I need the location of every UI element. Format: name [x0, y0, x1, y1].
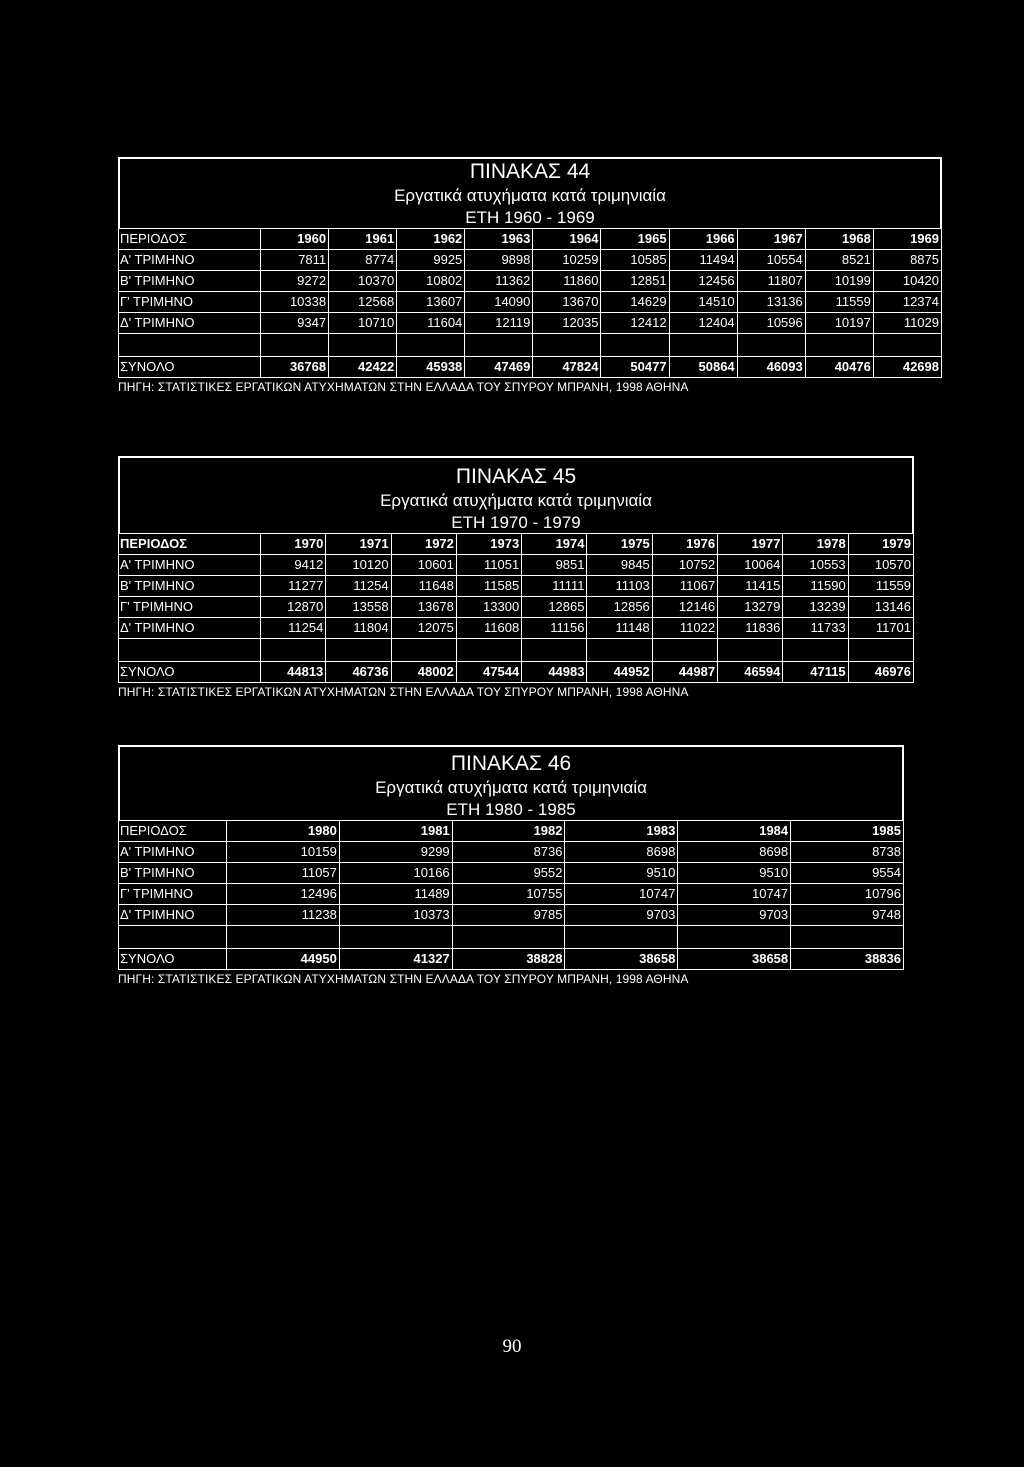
total-cell: 47469 [465, 356, 533, 377]
table-cell: 12119 [465, 312, 533, 333]
total-cell: 47824 [533, 356, 601, 377]
table-cell: 10747 [678, 883, 791, 904]
table-cell: 11103 [587, 575, 652, 596]
table-row [119, 883, 904, 904]
year-header: 1985 [791, 820, 904, 841]
year-header: 1971 [326, 533, 391, 554]
table-cell: 9510 [565, 862, 678, 883]
table-cell: 11608 [456, 617, 521, 638]
year-header: 1983 [565, 820, 678, 841]
table-cell: 11604 [397, 312, 465, 333]
total-cell: 48002 [391, 661, 456, 682]
table-header-row [119, 820, 904, 841]
table-cell: 10338 [261, 291, 329, 312]
table-years-label: ΕΤΗ 1960 - 1969 [465, 207, 595, 227]
year-header: 1965 [601, 228, 669, 249]
table-cell: 11238 [227, 904, 340, 925]
year-header: 1974 [522, 533, 587, 554]
table-cell: 11148 [587, 617, 652, 638]
table-cell: 9898 [465, 249, 533, 270]
table-cell: 10601 [391, 554, 456, 575]
table-cell: 12374 [873, 291, 941, 312]
table-row [119, 596, 914, 617]
table-cell: 13558 [326, 596, 391, 617]
table-cell: 11559 [805, 291, 873, 312]
year-header: 1981 [339, 820, 452, 841]
table-cell: 10596 [737, 312, 805, 333]
row-label: Δ' ΤΡΙΜΗΝΟ [119, 312, 261, 333]
table-years-label: ΕΤΗ 1970 - 1979 [451, 512, 581, 532]
table-cell: 10585 [601, 249, 669, 270]
row-label: Δ' ΤΡΙΜΗΝΟ [119, 617, 261, 638]
total-row [119, 356, 942, 377]
table-cell: 9412 [261, 554, 326, 575]
row-label: Β' ΤΡΙΜΗΝΟ [119, 862, 227, 883]
table-cell: 11585 [456, 575, 521, 596]
table-cell: 9347 [261, 312, 329, 333]
table-44-block [118, 157, 942, 394]
row-label: Α' ΤΡΙΜΗΝΟ [119, 554, 261, 575]
table-cell: 8698 [678, 841, 791, 862]
table-row [119, 270, 942, 291]
total-row [119, 661, 914, 682]
year-header: 1984 [678, 820, 791, 841]
total-cell: 38836 [791, 948, 904, 969]
table-cell: 10570 [848, 554, 913, 575]
year-header: 1967 [737, 228, 805, 249]
table-46-grid [118, 820, 904, 970]
table-cell: 9554 [791, 862, 904, 883]
year-header: 1982 [452, 820, 565, 841]
year-header: 1970 [261, 533, 326, 554]
year-header: 1977 [718, 533, 783, 554]
table-cell: 11590 [783, 575, 848, 596]
table-cell: 14510 [669, 291, 737, 312]
table-cell: 11029 [873, 312, 941, 333]
table-cell: 10710 [329, 312, 397, 333]
table-cell: 11489 [339, 883, 452, 904]
table-cell: 8774 [329, 249, 397, 270]
table-cell: 8738 [791, 841, 904, 862]
total-row [119, 948, 904, 969]
period-header: ΠΕΡΙΟΔΟΣ [119, 533, 261, 554]
total-cell: 44952 [587, 661, 652, 682]
total-cell: 46736 [326, 661, 391, 682]
table-cell: 13670 [533, 291, 601, 312]
table-row [119, 312, 942, 333]
table-cell: 8698 [565, 841, 678, 862]
table-46-block [118, 745, 904, 986]
total-cell: 46093 [737, 356, 805, 377]
table-cell: 12456 [669, 270, 737, 291]
blank-row [119, 638, 914, 661]
table-row [119, 575, 914, 596]
table-cell: 13136 [737, 291, 805, 312]
table-46-header [118, 745, 904, 820]
table-cell: 10166 [339, 862, 452, 883]
table-cell: 11494 [669, 249, 737, 270]
table-cell: 11156 [522, 617, 587, 638]
table-cell: 9703 [565, 904, 678, 925]
table-cell: 11057 [227, 862, 340, 883]
row-label: Α' ΤΡΙΜΗΝΟ [119, 841, 227, 862]
total-cell: 42698 [873, 356, 941, 377]
table-cell: 9510 [678, 862, 791, 883]
table-subtitle: Εργατικά ατυχήματα κατά τριμηνιαία [394, 186, 666, 206]
table-cell: 9272 [261, 270, 329, 291]
table-row [119, 862, 904, 883]
total-cell: 44950 [227, 948, 340, 969]
total-cell: 40476 [805, 356, 873, 377]
year-header: 1976 [652, 533, 717, 554]
table-cell: 9785 [452, 904, 565, 925]
row-label: Γ' ΤΡΙΜΗΝΟ [119, 291, 261, 312]
blank-row [119, 925, 904, 948]
table-cell: 14090 [465, 291, 533, 312]
table-cell: 11277 [261, 575, 326, 596]
table-cell: 12146 [652, 596, 717, 617]
table-row [119, 841, 904, 862]
total-cell: 38828 [452, 948, 565, 969]
table-cell: 12856 [587, 596, 652, 617]
year-header: 1978 [783, 533, 848, 554]
table-cell: 11860 [533, 270, 601, 291]
table-cell: 12075 [391, 617, 456, 638]
table-row [119, 904, 904, 925]
total-cell: 36768 [261, 356, 329, 377]
source-note: ΠΗΓΗ: ΣΤΑΤΙΣΤΙΚΕΣ ΕΡΓΑΤΙΚΩΝ ΑΤΥΧΗΜΑΤΩΝ ΣΤΗΝ ΕΛΛΑΔΑ ΤΟΥ ΣΠΥΡΟΥ ΜΠΡΑΝΗ, 1998 ΑΘΗΝΑ [118, 379, 689, 394]
table-cell: 13239 [783, 596, 848, 617]
table-cell: 11804 [326, 617, 391, 638]
table-cell: 12865 [522, 596, 587, 617]
year-header: 1968 [805, 228, 873, 249]
year-header: 1975 [587, 533, 652, 554]
total-cell: 45938 [397, 356, 465, 377]
table-cell: 9748 [791, 904, 904, 925]
row-label: Γ' ΤΡΙΜΗΝΟ [119, 883, 227, 904]
table-cell: 10747 [565, 883, 678, 904]
table-title: ΠΙΝΑΚΑΣ 46 [450, 752, 572, 775]
table-subtitle: Εργατικά ατυχήματα κατά τριμηνιαία [380, 491, 652, 511]
table-45-header [118, 456, 914, 533]
row-label: Δ' ΤΡΙΜΗΝΟ [119, 904, 227, 925]
total-cell: 38658 [678, 948, 791, 969]
year-header: 1961 [329, 228, 397, 249]
table-cell: 12496 [227, 883, 340, 904]
table-row [119, 291, 942, 312]
table-cell: 10553 [783, 554, 848, 575]
table-cell: 13678 [391, 596, 456, 617]
row-label: Γ' ΤΡΙΜΗΝΟ [119, 596, 261, 617]
total-cell: 47544 [456, 661, 521, 682]
period-header: ΠΕΡΙΟΔΟΣ [119, 820, 227, 841]
table-45-block [118, 456, 914, 699]
table-cell: 9925 [397, 249, 465, 270]
total-cell: 41327 [339, 948, 452, 969]
table-cell: 7811 [261, 249, 329, 270]
table-cell: 8875 [873, 249, 941, 270]
table-cell: 10373 [339, 904, 452, 925]
year-header: 1966 [669, 228, 737, 249]
page-number: 90 [502, 1336, 522, 1357]
table-cell: 11254 [326, 575, 391, 596]
table-cell: 10554 [737, 249, 805, 270]
total-label: ΣΥΝΟΛΟ [119, 356, 261, 377]
table-cell: 10199 [805, 270, 873, 291]
table-cell: 12851 [601, 270, 669, 291]
year-header: 1973 [456, 533, 521, 554]
table-cell: 12870 [261, 596, 326, 617]
year-header: 1960 [261, 228, 329, 249]
table-cell: 8521 [805, 249, 873, 270]
table-cell: 11051 [456, 554, 521, 575]
table-cell: 11648 [391, 575, 456, 596]
year-header: 1980 [227, 820, 340, 841]
table-cell: 10755 [452, 883, 565, 904]
total-cell: 38658 [565, 948, 678, 969]
year-header: 1962 [397, 228, 465, 249]
total-cell: 50864 [669, 356, 737, 377]
table-cell: 10120 [326, 554, 391, 575]
table-subtitle: Εργατικά ατυχήματα κατά τριμηνιαία [375, 778, 647, 798]
table-cell: 12035 [533, 312, 601, 333]
table-44-header [118, 157, 942, 228]
table-row [119, 249, 942, 270]
table-header-row [119, 228, 942, 249]
total-cell: 44983 [522, 661, 587, 682]
total-cell: 44813 [261, 661, 326, 682]
table-cell: 10370 [329, 270, 397, 291]
row-label: Β' ΤΡΙΜΗΝΟ [119, 270, 261, 291]
table-cell: 11111 [522, 575, 587, 596]
table-row [119, 554, 914, 575]
table-cell: 11362 [465, 270, 533, 291]
table-cell: 11733 [783, 617, 848, 638]
table-cell: 10752 [652, 554, 717, 575]
table-cell: 10259 [533, 249, 601, 270]
year-header: 1964 [533, 228, 601, 249]
table-cell: 9299 [339, 841, 452, 862]
table-title: ΠΙΝΑΚΑΣ 44 [469, 160, 591, 183]
row-label: Β' ΤΡΙΜΗΝΟ [119, 575, 261, 596]
table-cell: 14629 [601, 291, 669, 312]
year-header: 1969 [873, 228, 941, 249]
table-cell: 9552 [452, 862, 565, 883]
table-cell: 10064 [718, 554, 783, 575]
table-cell: 12412 [601, 312, 669, 333]
table-cell: 10802 [397, 270, 465, 291]
total-label: ΣΥΝΟΛΟ [119, 661, 261, 682]
table-cell: 8736 [452, 841, 565, 862]
row-label: Α' ΤΡΙΜΗΝΟ [119, 249, 261, 270]
table-cell: 10197 [805, 312, 873, 333]
year-header: 1972 [391, 533, 456, 554]
table-cell: 11836 [718, 617, 783, 638]
table-title: ΠΙΝΑΚΑΣ 45 [455, 465, 577, 488]
table-cell: 12404 [669, 312, 737, 333]
total-cell: 46976 [848, 661, 913, 682]
table-45-grid [118, 533, 914, 683]
total-cell: 42422 [329, 356, 397, 377]
table-cell: 9703 [678, 904, 791, 925]
table-years-label: ΕΤΗ 1980 - 1985 [446, 799, 576, 819]
table-cell: 13607 [397, 291, 465, 312]
table-cell: 10420 [873, 270, 941, 291]
total-cell: 47115 [783, 661, 848, 682]
table-cell: 11067 [652, 575, 717, 596]
source-note: ΠΗΓΗ: ΣΤΑΤΙΣΤΙΚΕΣ ΕΡΓΑΤΙΚΩΝ ΑΤΥΧΗΜΑΤΩΝ ΣΤΗΝ ΕΛΛΑΔΑ ΤΟΥ ΣΠΥΡΟΥ ΜΠΡΑΝΗ, 1998 ΑΘΗΝΑ [118, 684, 689, 699]
table-cell: 13279 [718, 596, 783, 617]
table-cell: 9851 [522, 554, 587, 575]
total-cell: 50477 [601, 356, 669, 377]
table-cell: 11701 [848, 617, 913, 638]
table-cell: 13146 [848, 596, 913, 617]
table-cell: 13300 [456, 596, 521, 617]
table-cell: 11415 [718, 575, 783, 596]
year-header: 1963 [465, 228, 533, 249]
table-cell: 9845 [587, 554, 652, 575]
table-row [119, 617, 914, 638]
total-label: ΣΥΝΟΛΟ [119, 948, 227, 969]
table-cell: 10159 [227, 841, 340, 862]
table-cell: 11022 [652, 617, 717, 638]
table-cell: 10796 [791, 883, 904, 904]
table-header-row [119, 533, 914, 554]
source-note: ΠΗΓΗ: ΣΤΑΤΙΣΤΙΚΕΣ ΕΡΓΑΤΙΚΩΝ ΑΤΥΧΗΜΑΤΩΝ ΣΤΗΝ ΕΛΛΑΔΑ ΤΟΥ ΣΠΥΡΟΥ ΜΠΡΑΝΗ, 1998 ΑΘΗΝΑ [118, 971, 689, 986]
table-44-grid [118, 228, 942, 378]
total-cell: 44987 [652, 661, 717, 682]
table-cell: 12568 [329, 291, 397, 312]
period-header: ΠΕΡΙΟΔΟΣ [119, 228, 261, 249]
table-cell: 11254 [261, 617, 326, 638]
total-cell: 46594 [718, 661, 783, 682]
year-header: 1979 [848, 533, 913, 554]
table-cell: 11807 [737, 270, 805, 291]
table-cell: 11559 [848, 575, 913, 596]
blank-row [119, 333, 942, 356]
